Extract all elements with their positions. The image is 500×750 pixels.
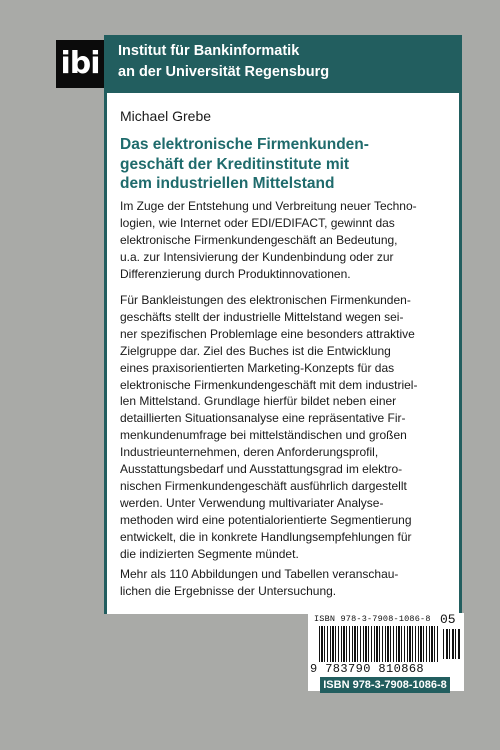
text-line: methoden wird eine potentialorientierte Segmentierung	[120, 512, 412, 527]
text-line: menkundenumfrage bei mittelständischen und großen	[120, 428, 407, 443]
text-line: elektronische Firmenkundengeschäft mit dem industriel-	[120, 377, 418, 392]
text-line: Für Bankleistungen des elektronischen Firmenkunden-	[120, 293, 411, 307]
text-line: die indizierten Segmente mündet.	[120, 546, 299, 561]
title-line-3: dem industriellen Mittelstand	[120, 175, 335, 192]
addon-barcode	[443, 629, 461, 659]
isbn-small-text: ISBN 978-3-7908-1086-8	[314, 614, 431, 624]
blurb-paragraph-3	[120, 566, 450, 600]
institute-line-2: an der Universität Regensburg	[118, 64, 330, 80]
text-line: Zielgruppe dar. Ziel des Buches ist die Entwicklung	[120, 343, 391, 358]
institute-line-1: Institut für Bankinformatik	[118, 43, 300, 59]
institute-name	[118, 41, 329, 83]
ean-barcode	[319, 626, 440, 666]
text-line: geschäfts stellt der industrielle Mittelstand wegen sei-	[120, 309, 404, 324]
text-line: werden. Unter Verwendung multivariater Analyse-	[120, 495, 384, 510]
text-line: ner spezifischen Problemlage eine besonders attraktive	[120, 326, 415, 341]
text-line: eines praxisorientierten Marketing-Konzepts für das	[120, 360, 395, 375]
text-line: elektronische Firmenkundengeschäft an Bedeutung,	[120, 232, 398, 247]
title-line-1: Das elektronische Firmenkunden-	[120, 136, 369, 153]
text-line: detaillierten Situationsanalyse eine repräsentative Fir-	[120, 411, 406, 426]
text-line: Im Zuge der Entstehung und Verbreitung neuer Techno-	[120, 199, 417, 213]
text-line: nischen Firmenkundengeschäft ausführlich dargestellt	[120, 478, 407, 493]
ean-digits: 9 783790 810868	[308, 662, 450, 676]
price-addon-code: 05	[440, 612, 456, 627]
ibi-logo: ibi	[56, 40, 104, 88]
text-line: Mehr als 110 Abbildungen und Tabellen veranschau-	[120, 567, 399, 581]
author-name: Michael Grebe	[120, 108, 212, 124]
text-line: entwickelt, die in konkrete Handlungsempfehlungen für	[120, 529, 412, 544]
book-title	[120, 135, 450, 194]
text-line: Industrieunternehmen, deren Anforderungsprofil,	[120, 445, 379, 460]
text-line: Ausstattungsbedarf und Ausstattungsgrad im elektro-	[120, 462, 403, 477]
text-line: lichen die Ergebnisse der Untersuchung.	[120, 583, 337, 598]
blurb-paragraph-2	[120, 292, 450, 563]
isbn-label: ISBN 978-3-7908-1086-8	[320, 677, 450, 693]
text-line: u.a. zur Intensivierung der Kundenbindung oder zur	[120, 249, 394, 264]
text-line: Differenzierung durch Produktinnovationen.	[120, 266, 351, 281]
text-line: len Mittelstand. Grundlage hierfür bildet neben einer	[120, 394, 397, 409]
title-line-2: geschäft der Kreditinstitute mit	[120, 155, 350, 173]
blurb-paragraph-1	[120, 198, 450, 283]
text-line: logien, wie Internet oder EDI/EDIFACT, gewinnt das	[120, 215, 395, 230]
